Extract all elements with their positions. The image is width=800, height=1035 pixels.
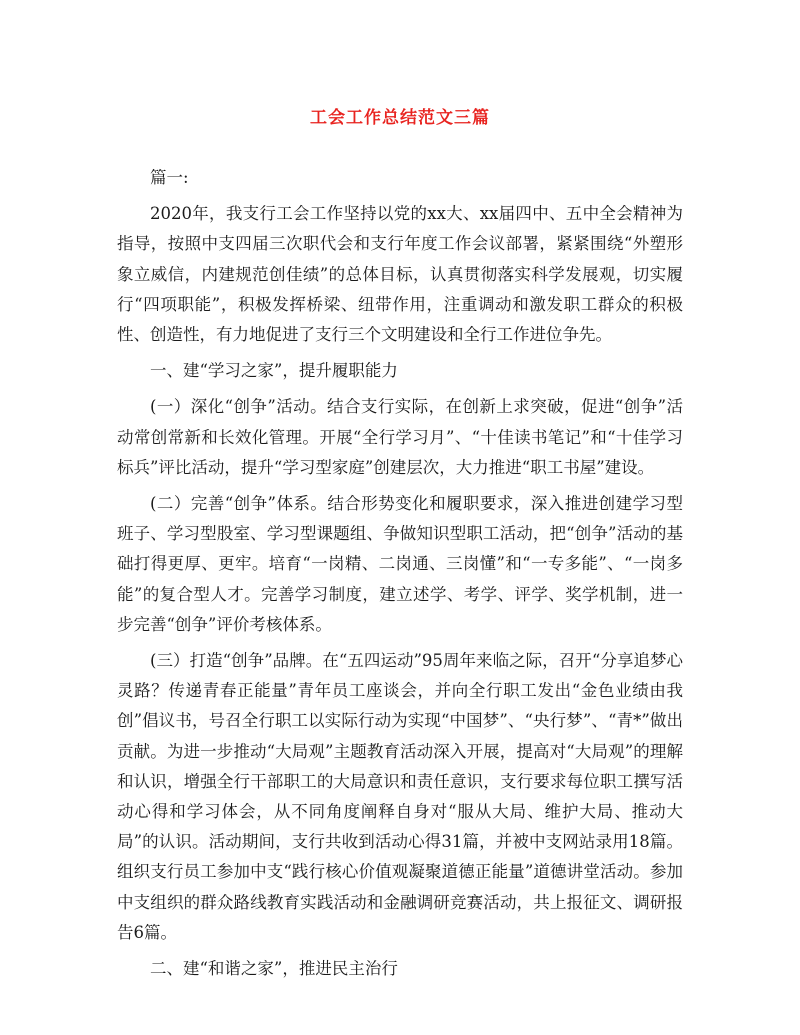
subsection-paragraph-3: (三）打造“创争”品牌。在“五四运动”95周年来临之际，召开“分享追梦心灵路？传递青春正能量”青年员工座谈会，并向全行职工发出“金色业绩由我创”倡议书，号召全行职工以实际行动为实现“中国梦”、“央行梦”、“青*”做出贡献。为进一步推动“大局观”主题教育活动深入开展，提高对“大局观”的理解和认识，增强全行干部职工的大局意识和责任意识，支行要求每位职工撰写活动心得和学习体会，从不同角度阐释自身对“服从大局、维护大局、推动大局”的认识。活动期间，支行共收到活动心得31篇，并被中支网站录用18篇。组织支行员工参加中支“践行核心价值观凝聚道德正能量”道德讲堂活动。参加中支组织的群众路线教育实践活动和金融调研竞赛活动，共上报征文、调研报告6篇。 <box>117 651 683 942</box>
subsection-paragraph-2: (二）完善“创争”体系。结合形势变化和履职要求，深入推进创建学习型班子、学习型股室、学习型课题组、争做知识型职工活动，把“创争”活动的基础打得更厚、更牢。培育“一岗精、二岗通、三岗懂”和“一专多能”、“一岗多能”的复合型人才。完善学习制度，建立述学、考学、评学、奖学机制，进一步完善“创争”评价考核体系。 <box>117 494 683 634</box>
section-heading-1: 一、建“学习之家”，提升履职能力 <box>150 361 398 381</box>
subsection-paragraph-1: (一）深化“创争”活动。结合支行实际，在创新上求突破，促进“创争”活动常创常新和长效化管理。开展“全行学习月”、“十佳读书笔记”和“十佳学习标兵”评比活动，提升“学习型家庭”创建层次，大力推进“职工书屋”建设。 <box>117 397 683 477</box>
section-heading-2: 二、建“和谐之家”，推进民主治行 <box>150 959 398 979</box>
document-title: 工会工作总结范文三篇 <box>310 108 490 128</box>
section-label: 篇一: <box>150 168 189 187</box>
document-body <box>117 163 683 984</box>
intro-paragraph: 2020年，我支行工会工作坚持以党的xx大、xx届四中、五中全会精神为指导，按照中支四届三次职代会和支行年度工作会议部署，紧紧围绕“外塑形象立威信，内建规范创佳绩”的总体目标，认真贯彻落实科学发展观，切实履行“四项职能”，积极发挥桥梁、纽带作用，注重调动和激发职工群众的积极性、创造性，有力地促进了支行三个文明建设和全行工作进位争先。 <box>117 204 683 345</box>
